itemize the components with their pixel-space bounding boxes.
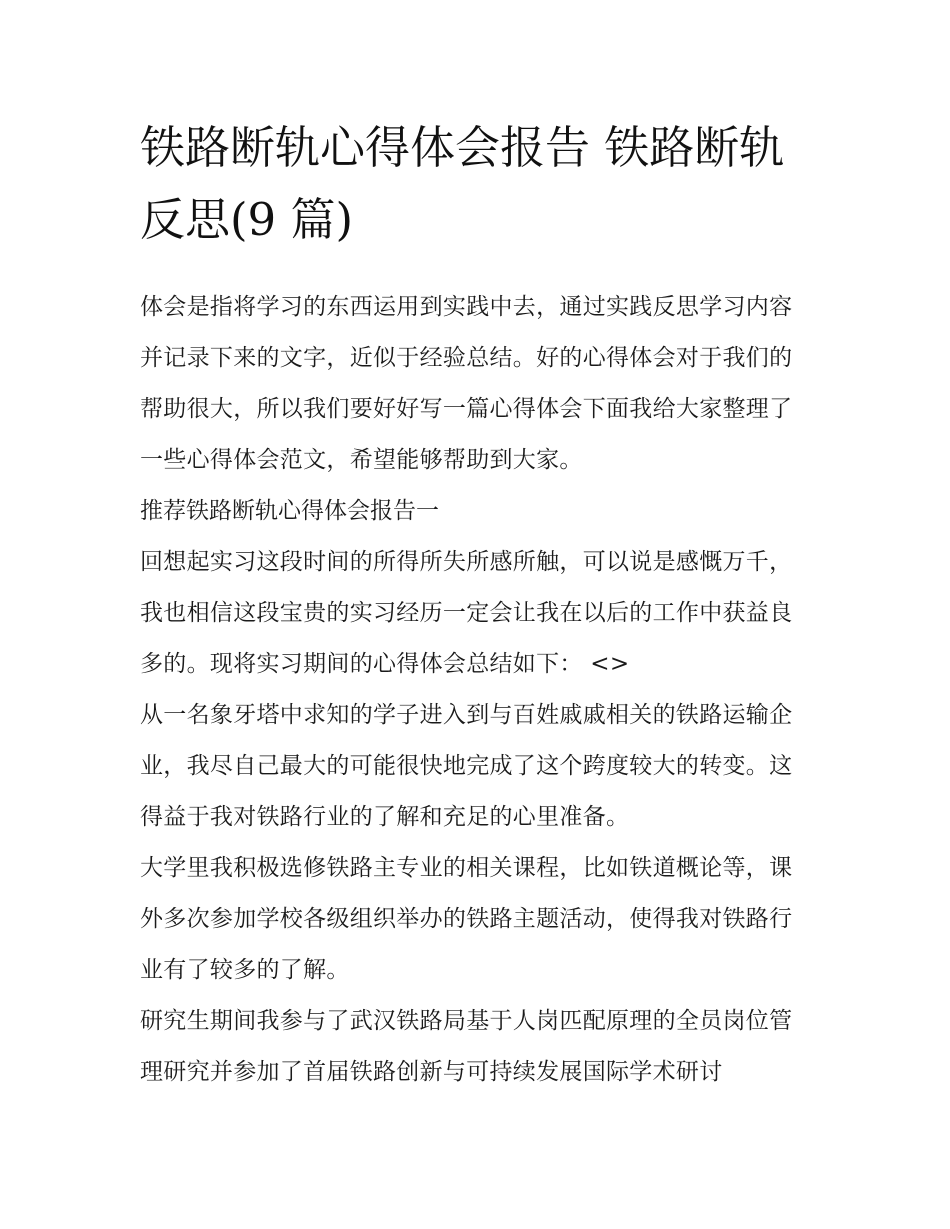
body-paragraph: 研究生期间我参与了武汉铁路局基于人岗匹配原理的全员岗位管理研究并参加了首届铁路创新与可持续发展国际学术研讨 <box>140 1008 793 1085</box>
document-body <box>140 112 815 1098</box>
body-paragraph: 从一名象牙塔中求知的学子进入到与百姓戚戚相关的铁路运输企业，我尽自己最大的可能很快地完成了这个跨度较大的转变。这得益于我对铁路行业的了解和充足的心里准备。 <box>140 702 793 830</box>
document-title: 铁路断轨心得体会报告 铁路断轨反思(9 篇) <box>140 121 785 246</box>
intro-paragraph: 体会是指将学习的东西运用到实践中去，通过实践反思学习内容并记录下来的文字，近似于经验总结。好的心得体会对于我们的帮助很大，所以我们要好好写一篇心得体会下面我给大家整理了一些心得体会范文，希望能够帮助到大家。 <box>140 294 793 473</box>
body-paragraph: 回想起实习这段时间的所得所失所感所触，可以说是感慨万千，我也相信这段宝贵的实习经历一定会让我在以后的工作中获益良多的。现将实习期间的心得体会总结如下： <> <box>140 549 793 677</box>
body-paragraph: 大学里我积极选修铁路主专业的相关课程，比如铁道概论等，课外多次参加学校各级组织举办的铁路主题活动，使得我对铁路行业有了较多的了解。 <box>140 855 793 983</box>
section-heading: 推荐铁路断轨心得体会报告一 <box>140 498 439 524</box>
